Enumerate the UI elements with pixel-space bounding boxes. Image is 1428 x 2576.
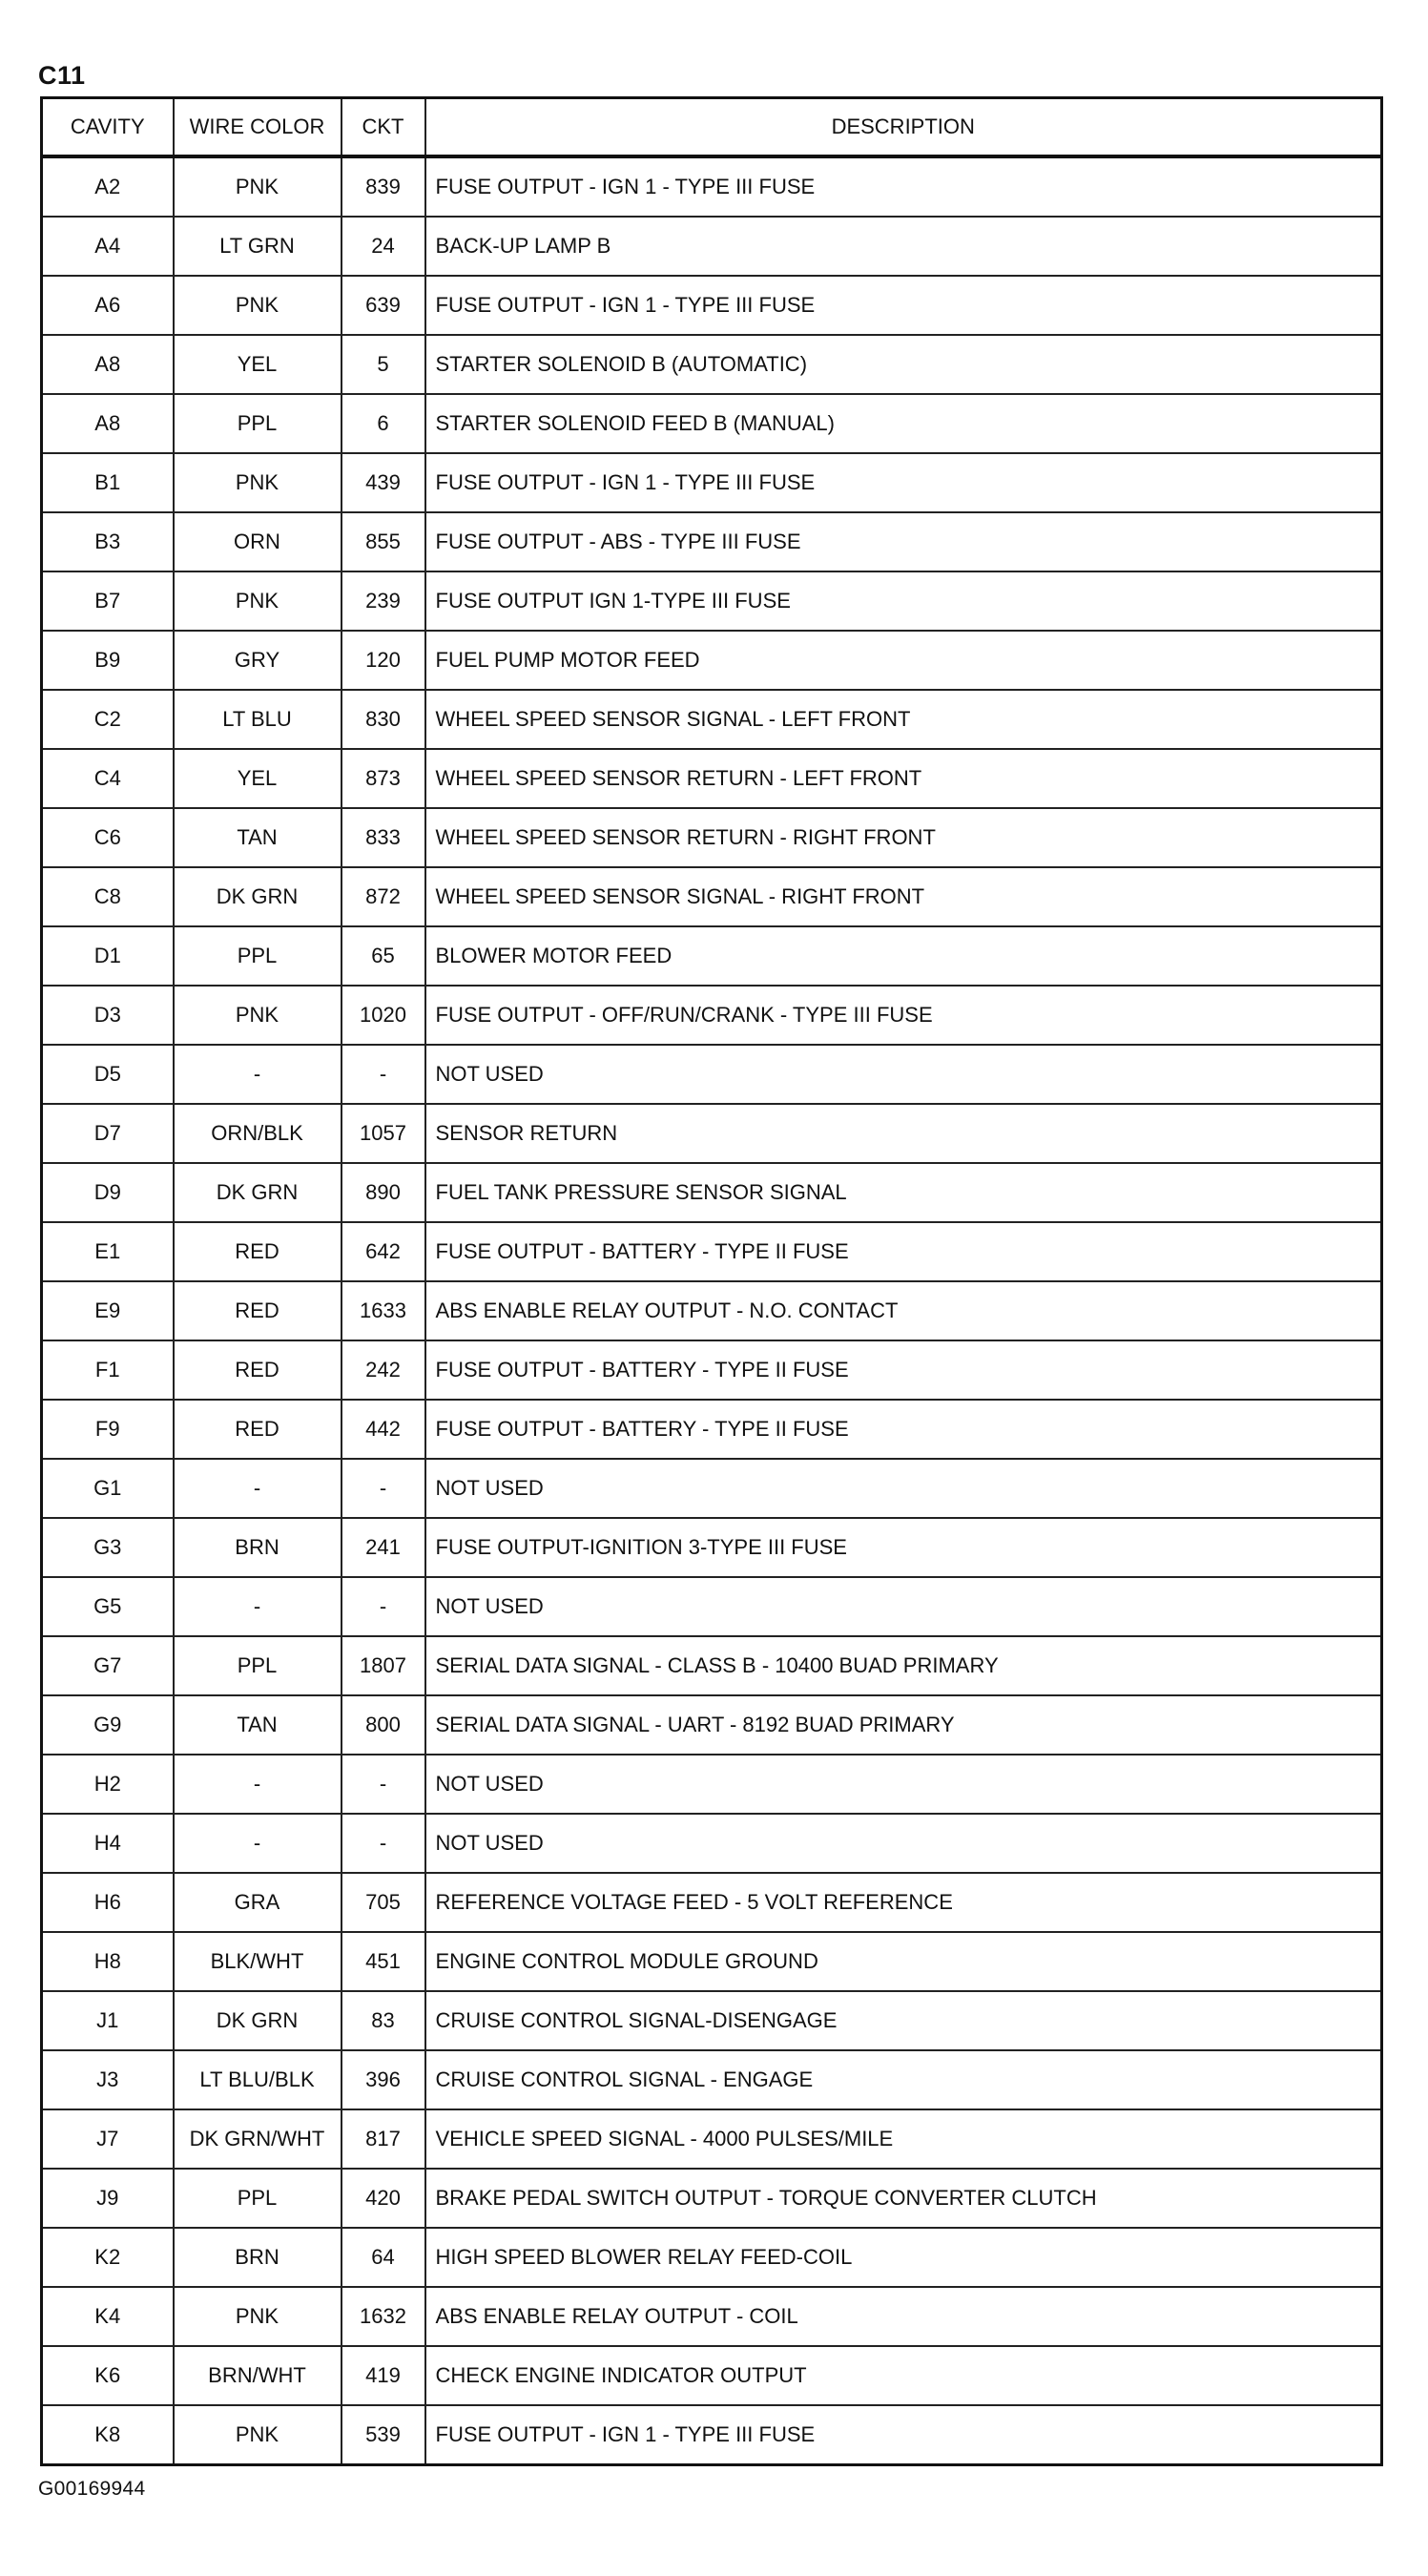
- cell-cavity: D9: [42, 1163, 174, 1222]
- cell-cavity: H6: [42, 1873, 174, 1932]
- cell-cavity: G5: [42, 1577, 174, 1636]
- cell-description: FUSE OUTPUT - BATTERY - TYPE II FUSE: [425, 1340, 1382, 1400]
- cell-wire-color: RED: [174, 1281, 341, 1340]
- cell-description: FUSE OUTPUT - OFF/RUN/CRANK - TYPE III FUSE: [425, 986, 1382, 1045]
- cell-ckt: 120: [341, 631, 425, 690]
- cell-ckt: 451: [341, 1932, 425, 1991]
- cell-ckt: 1633: [341, 1281, 425, 1340]
- cell-wire-color: -: [174, 1045, 341, 1104]
- cell-ckt: 1057: [341, 1104, 425, 1163]
- cell-description: BRAKE PEDAL SWITCH OUTPUT - TORQUE CONVERTER CLUTCH: [425, 2169, 1382, 2228]
- cell-wire-color: YEL: [174, 749, 341, 808]
- header-wire-color: WIRE COLOR: [174, 98, 341, 157]
- cell-wire-color: -: [174, 1577, 341, 1636]
- cell-description: FUSE OUTPUT - IGN 1 - TYPE III FUSE: [425, 276, 1382, 335]
- table-row: [42, 1222, 1382, 1281]
- cell-ckt: 1020: [341, 986, 425, 1045]
- cell-description: VEHICLE SPEED SIGNAL - 4000 PULSES/MILE: [425, 2109, 1382, 2169]
- table-row: [42, 1104, 1382, 1163]
- cell-description: SENSOR RETURN: [425, 1104, 1382, 1163]
- cell-wire-color: BRN/WHT: [174, 2346, 341, 2405]
- cell-cavity: H2: [42, 1755, 174, 1814]
- cell-ckt: 442: [341, 1400, 425, 1459]
- table-header-row: [42, 98, 1382, 157]
- cell-wire-color: PNK: [174, 571, 341, 631]
- cell-cavity: J1: [42, 1991, 174, 2050]
- cell-wire-color: LT GRN: [174, 217, 341, 276]
- cell-wire-color: GRA: [174, 1873, 341, 1932]
- cell-description: FUSE OUTPUT - IGN 1 - TYPE III FUSE: [425, 2405, 1382, 2465]
- cell-wire-color: LT BLU/BLK: [174, 2050, 341, 2109]
- table-row: [42, 926, 1382, 986]
- cell-ckt: 64: [341, 2228, 425, 2287]
- cell-description: WHEEL SPEED SENSOR RETURN - RIGHT FRONT: [425, 808, 1382, 867]
- cell-description: FUSE OUTPUT - BATTERY - TYPE II FUSE: [425, 1222, 1382, 1281]
- cell-ckt: 396: [341, 2050, 425, 2109]
- cell-wire-color: RED: [174, 1400, 341, 1459]
- cell-wire-color: -: [174, 1755, 341, 1814]
- cell-description: FUSE OUTPUT - IGN 1 - TYPE III FUSE: [425, 453, 1382, 512]
- cell-description: HIGH SPEED BLOWER RELAY FEED-COIL: [425, 2228, 1382, 2287]
- cell-wire-color: ORN: [174, 512, 341, 571]
- cell-ckt: 1632: [341, 2287, 425, 2346]
- cell-cavity: K6: [42, 2346, 174, 2405]
- cell-wire-color: PNK: [174, 2405, 341, 2465]
- cell-ckt: 873: [341, 749, 425, 808]
- cell-cavity: E1: [42, 1222, 174, 1281]
- table-row: [42, 335, 1382, 394]
- cell-wire-color: PNK: [174, 276, 341, 335]
- cell-cavity: C8: [42, 867, 174, 926]
- cell-description: WHEEL SPEED SENSOR SIGNAL - RIGHT FRONT: [425, 867, 1382, 926]
- table-row: [42, 986, 1382, 1045]
- cell-description: WHEEL SPEED SENSOR RETURN - LEFT FRONT: [425, 749, 1382, 808]
- cell-wire-color: PPL: [174, 1636, 341, 1695]
- table-body: [42, 156, 1382, 2465]
- cell-ckt: -: [341, 1755, 425, 1814]
- cell-ckt: 642: [341, 1222, 425, 1281]
- cell-description: NOT USED: [425, 1045, 1382, 1104]
- cell-wire-color: GRY: [174, 631, 341, 690]
- cell-cavity: A4: [42, 217, 174, 276]
- cell-ckt: 242: [341, 1340, 425, 1400]
- cell-cavity: A8: [42, 394, 174, 453]
- cell-ckt: 420: [341, 2169, 425, 2228]
- cell-cavity: J9: [42, 2169, 174, 2228]
- cell-wire-color: BRN: [174, 1518, 341, 1577]
- table-row: [42, 453, 1382, 512]
- cell-ckt: 539: [341, 2405, 425, 2465]
- cell-wire-color: ORN/BLK: [174, 1104, 341, 1163]
- cell-cavity: D1: [42, 926, 174, 986]
- cell-ckt: -: [341, 1577, 425, 1636]
- cell-ckt: 705: [341, 1873, 425, 1932]
- cell-cavity: D3: [42, 986, 174, 1045]
- cell-wire-color: LT BLU: [174, 690, 341, 749]
- cell-description: STARTER SOLENOID FEED B (MANUAL): [425, 394, 1382, 453]
- cell-wire-color: DK GRN: [174, 1163, 341, 1222]
- cell-ckt: 419: [341, 2346, 425, 2405]
- cell-cavity: K2: [42, 2228, 174, 2287]
- figure-id: G00169944: [38, 2478, 146, 2500]
- table-row: [42, 394, 1382, 453]
- cell-description: BACK-UP LAMP B: [425, 217, 1382, 276]
- cell-wire-color: PPL: [174, 394, 341, 453]
- cell-cavity: G9: [42, 1695, 174, 1755]
- cell-description: ENGINE CONTROL MODULE GROUND: [425, 1932, 1382, 1991]
- cell-ckt: 639: [341, 276, 425, 335]
- cell-cavity: K4: [42, 2287, 174, 2346]
- cell-cavity: F9: [42, 1400, 174, 1459]
- cell-cavity: J7: [42, 2109, 174, 2169]
- table-row: [42, 217, 1382, 276]
- cell-description: WHEEL SPEED SENSOR SIGNAL - LEFT FRONT: [425, 690, 1382, 749]
- table-row: [42, 2050, 1382, 2109]
- cell-description: ABS ENABLE RELAY OUTPUT - COIL: [425, 2287, 1382, 2346]
- table-row: [42, 690, 1382, 749]
- table-row: [42, 1873, 1382, 1932]
- table-row: [42, 808, 1382, 867]
- cell-description: FUSE OUTPUT-IGNITION 3-TYPE III FUSE: [425, 1518, 1382, 1577]
- connector-pinout-table: [40, 96, 1383, 2466]
- cell-wire-color: -: [174, 1459, 341, 1518]
- cell-cavity: A8: [42, 335, 174, 394]
- table-row: [42, 1636, 1382, 1695]
- cell-wire-color: DK GRN: [174, 1991, 341, 2050]
- cell-ckt: 872: [341, 867, 425, 926]
- table-row: [42, 1932, 1382, 1991]
- table-row: [42, 156, 1382, 217]
- table-row: [42, 2169, 1382, 2228]
- cell-description: STARTER SOLENOID B (AUTOMATIC): [425, 335, 1382, 394]
- cell-ckt: -: [341, 1814, 425, 1873]
- header-description: DESCRIPTION: [425, 98, 1382, 157]
- cell-ckt: 833: [341, 808, 425, 867]
- cell-cavity: A6: [42, 276, 174, 335]
- table-row: [42, 1045, 1382, 1104]
- cell-cavity: C2: [42, 690, 174, 749]
- cell-wire-color: PNK: [174, 453, 341, 512]
- cell-ckt: 817: [341, 2109, 425, 2169]
- cell-cavity: B9: [42, 631, 174, 690]
- table-row: [42, 749, 1382, 808]
- cell-ckt: -: [341, 1459, 425, 1518]
- cell-description: BLOWER MOTOR FEED: [425, 926, 1382, 986]
- cell-description: CHECK ENGINE INDICATOR OUTPUT: [425, 2346, 1382, 2405]
- cell-cavity: E9: [42, 1281, 174, 1340]
- cell-ckt: -: [341, 1045, 425, 1104]
- table-row: [42, 1400, 1382, 1459]
- cell-cavity: B1: [42, 453, 174, 512]
- cell-wire-color: PPL: [174, 926, 341, 986]
- cell-ckt: 6: [341, 394, 425, 453]
- cell-description: SERIAL DATA SIGNAL - UART - 8192 BUAD PRIMARY: [425, 1695, 1382, 1755]
- table-row: [42, 512, 1382, 571]
- cell-description: NOT USED: [425, 1459, 1382, 1518]
- cell-cavity: C6: [42, 808, 174, 867]
- table-row: [42, 1695, 1382, 1755]
- cell-wire-color: PPL: [174, 2169, 341, 2228]
- cell-ckt: 239: [341, 571, 425, 631]
- cell-cavity: A2: [42, 156, 174, 217]
- table-row: [42, 2109, 1382, 2169]
- table-row: [42, 2346, 1382, 2405]
- cell-cavity: C4: [42, 749, 174, 808]
- cell-cavity: B7: [42, 571, 174, 631]
- cell-ckt: 890: [341, 1163, 425, 1222]
- cell-ckt: 855: [341, 512, 425, 571]
- header-cavity: CAVITY: [42, 98, 174, 157]
- table-row: [42, 1814, 1382, 1873]
- cell-cavity: K8: [42, 2405, 174, 2465]
- table-row: [42, 1991, 1382, 2050]
- cell-cavity: G7: [42, 1636, 174, 1695]
- cell-wire-color: BRN: [174, 2228, 341, 2287]
- table-row: [42, 1340, 1382, 1400]
- cell-cavity: G1: [42, 1459, 174, 1518]
- cell-wire-color: TAN: [174, 808, 341, 867]
- cell-ckt: 65: [341, 926, 425, 986]
- cell-wire-color: TAN: [174, 1695, 341, 1755]
- cell-description: FUSE OUTPUT - ABS - TYPE III FUSE: [425, 512, 1382, 571]
- cell-cavity: B3: [42, 512, 174, 571]
- table-row: [42, 867, 1382, 926]
- table-row: [42, 1577, 1382, 1636]
- cell-wire-color: RED: [174, 1340, 341, 1400]
- cell-description: FUSE OUTPUT IGN 1-TYPE III FUSE: [425, 571, 1382, 631]
- cell-wire-color: -: [174, 1814, 341, 1873]
- cell-ckt: 83: [341, 1991, 425, 2050]
- cell-description: FUSE OUTPUT - IGN 1 - TYPE III FUSE: [425, 156, 1382, 217]
- cell-wire-color: DK GRN: [174, 867, 341, 926]
- cell-ckt: 24: [341, 217, 425, 276]
- header-ckt: CKT: [341, 98, 425, 157]
- cell-ckt: 830: [341, 690, 425, 749]
- cell-description: NOT USED: [425, 1577, 1382, 1636]
- cell-wire-color: YEL: [174, 335, 341, 394]
- cell-description: ABS ENABLE RELAY OUTPUT - N.O. CONTACT: [425, 1281, 1382, 1340]
- cell-cavity: H8: [42, 1932, 174, 1991]
- cell-ckt: 5: [341, 335, 425, 394]
- cell-wire-color: BLK/WHT: [174, 1932, 341, 1991]
- cell-ckt: 1807: [341, 1636, 425, 1695]
- cell-ckt: 800: [341, 1695, 425, 1755]
- table-row: [42, 2228, 1382, 2287]
- cell-description: NOT USED: [425, 1814, 1382, 1873]
- cell-cavity: G3: [42, 1518, 174, 1577]
- cell-ckt: 839: [341, 156, 425, 217]
- cell-description: CRUISE CONTROL SIGNAL-DISENGAGE: [425, 1991, 1382, 2050]
- cell-cavity: F1: [42, 1340, 174, 1400]
- cell-description: SERIAL DATA SIGNAL - CLASS B - 10400 BUAD PRIMARY: [425, 1636, 1382, 1695]
- table-row: [42, 276, 1382, 335]
- table-row: [42, 2405, 1382, 2465]
- cell-ckt: 241: [341, 1518, 425, 1577]
- table-row: [42, 1281, 1382, 1340]
- cell-cavity: J3: [42, 2050, 174, 2109]
- cell-description: FUSE OUTPUT - BATTERY - TYPE II FUSE: [425, 1400, 1382, 1459]
- table-row: [42, 1459, 1382, 1518]
- cell-wire-color: PNK: [174, 156, 341, 217]
- cell-cavity: D5: [42, 1045, 174, 1104]
- cell-description: FUEL PUMP MOTOR FEED: [425, 631, 1382, 690]
- cell-description: NOT USED: [425, 1755, 1382, 1814]
- cell-cavity: D7: [42, 1104, 174, 1163]
- table-row: [42, 1518, 1382, 1577]
- cell-description: FUEL TANK PRESSURE SENSOR SIGNAL: [425, 1163, 1382, 1222]
- cell-wire-color: RED: [174, 1222, 341, 1281]
- cell-ckt: 439: [341, 453, 425, 512]
- table-row: [42, 2287, 1382, 2346]
- table-row: [42, 631, 1382, 690]
- table-row: [42, 1755, 1382, 1814]
- cell-wire-color: DK GRN/WHT: [174, 2109, 341, 2169]
- table-row: [42, 571, 1382, 631]
- cell-wire-color: PNK: [174, 2287, 341, 2346]
- cell-description: REFERENCE VOLTAGE FEED - 5 VOLT REFERENCE: [425, 1873, 1382, 1932]
- connector-title: C11: [38, 61, 86, 90]
- cell-cavity: H4: [42, 1814, 174, 1873]
- cell-description: CRUISE CONTROL SIGNAL - ENGAGE: [425, 2050, 1382, 2109]
- table-row: [42, 1163, 1382, 1222]
- cell-wire-color: PNK: [174, 986, 341, 1045]
